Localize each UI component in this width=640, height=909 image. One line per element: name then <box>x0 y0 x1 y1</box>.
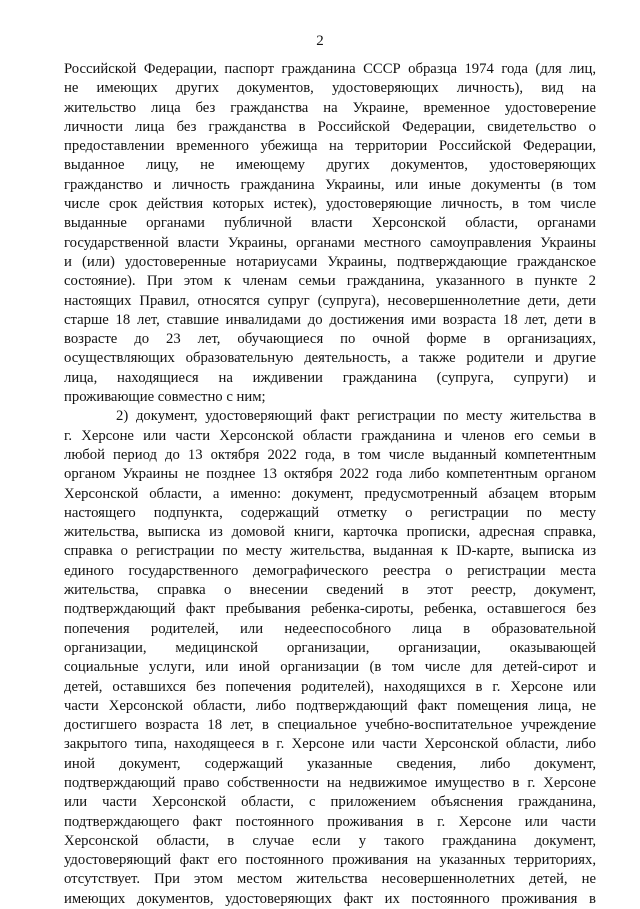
text-line: настоящих Правил, относятся супруг (супруга), несовершеннолетние дети, дети <box>64 292 596 309</box>
text-line: подтверждающий факт пребывания ребенка-сироты, ребенка, оставшегося без <box>64 601 596 618</box>
text-line: Херсонской области, в случае если у такого гражданина документ, <box>64 832 596 849</box>
text-line: осуществляющих образовательную деятельность, а также родители и другие <box>64 350 596 367</box>
text-line: жительства, выписка из домовой книги, карточка прописки, адресная справка, <box>64 524 596 541</box>
text-line: старше 18 лет, ставшие инвалидами до достижения ими возраста 18 лет, дети в <box>64 311 596 328</box>
text-line: гражданство и личность гражданина Украины, или иные документы (в том <box>64 176 596 193</box>
text-line: жительство лица без гражданства на Украине, временное удостоверение <box>64 99 596 116</box>
text-line: предоставлении временного убежища на территории Российской Федерации, <box>64 138 596 155</box>
text-line: органом Украины не позднее 13 октября 2022 года либо компетентным органом <box>64 466 596 483</box>
text-line: личности лица без гражданства в Российской Федерации, свидетельство о <box>64 118 596 135</box>
text-line: и (или) удостоверенные нотариусами Украины, подтверждающие гражданское <box>64 253 596 270</box>
text-line: Херсонской области, а именно: документ, предусмотренный абзацем вторым <box>64 485 596 502</box>
text-line: г. Херсоне или части Херсонской области гражданина и членов его семьи в <box>64 427 596 444</box>
text-line: отсутствует. При этом местом жительства несовершеннолетних детей, не <box>64 871 596 888</box>
text-line: попечения родителей, или недееспособного лица в образовательной <box>64 620 596 637</box>
text-line: удостоверяющий факт его постоянного проживания на указанных территориях, <box>64 852 596 869</box>
text-line: закрытого типа, находящееся в г. Херсоне или части Херсонской области, либо <box>64 736 596 753</box>
page-number: 2 <box>316 33 324 49</box>
text-line: части Херсонской области, либо подтверждающий факт помещения лица, не <box>64 697 596 714</box>
text-line: числе срок действия которых истек), удостоверяющие личность, в том числе <box>64 196 596 213</box>
text-line: состояние). При этом к членам семьи гражданина, указанного в пункте 2 <box>64 273 596 290</box>
text-line: детей, оставшихся без попечения родителей), находящихся в г. Херсоне или <box>64 678 596 695</box>
text-line: подтверждающего факт постоянного проживания в г. Херсоне или части <box>64 813 596 830</box>
text-line: выданные органами публичной власти Херсонской области, органами <box>64 215 596 232</box>
text-line: справка о регистрации по месту жительства, выданная к ID-карте, выписка из <box>64 543 596 560</box>
text-line: жительства, справка о внесении сведений в этот реестр, документ, <box>64 582 596 599</box>
document-body <box>64 60 596 909</box>
text-line: лица, находящиеся на иждивении гражданина (супруга, супруги) и <box>64 369 596 386</box>
text-line: настоящего подпункта, содержащий отметку о регистрации по месту <box>64 504 596 521</box>
text-line: не имеющих других документов, удостоверяющих личность), вид на <box>64 80 596 97</box>
text-line: 2) документ, удостоверяющий факт регистрации по месту жительства в <box>116 408 596 425</box>
text-line: подтверждающий право собственности на недвижимое имущество в г. Херсоне <box>64 774 596 791</box>
text-line: Российской Федерации, паспорт гражданина СССР образца 1974 года (для лиц, <box>64 61 596 77</box>
text-line: любой период до 13 октября 2022 года, в том числе выданный компетентным <box>64 446 596 463</box>
text-line: социальные услуги, или иной организации (в том числе для детей-сирот и <box>64 659 596 676</box>
text-line: возрасте до 23 лет, обучающиеся по очной форме в организациях, <box>64 331 596 348</box>
text-line: достигшего возраста 18 лет, в специальное учебно-воспитательное учреждение <box>64 717 596 734</box>
text-line: организации, медицинской организации, организации, оказывающей <box>64 639 596 656</box>
text-line: выданное лицу, не имеющему других документов, удостоверяющих <box>64 157 596 174</box>
text-line: иной документ, содержащий указанные сведения, либо документ, <box>64 755 596 772</box>
text-line: проживающие совместно с ним; <box>64 389 266 406</box>
text-line: имеющих документов, удостоверяющих факт их постоянного проживания в <box>64 890 596 907</box>
text-line: государственной власти Украины, органами местного самоуправления Украины <box>64 234 596 251</box>
text-line: или части Херсонской области, с приложением объяснения гражданина, <box>64 794 596 811</box>
text-line: единого государственного демографического реестра о регистрации места <box>64 562 596 579</box>
